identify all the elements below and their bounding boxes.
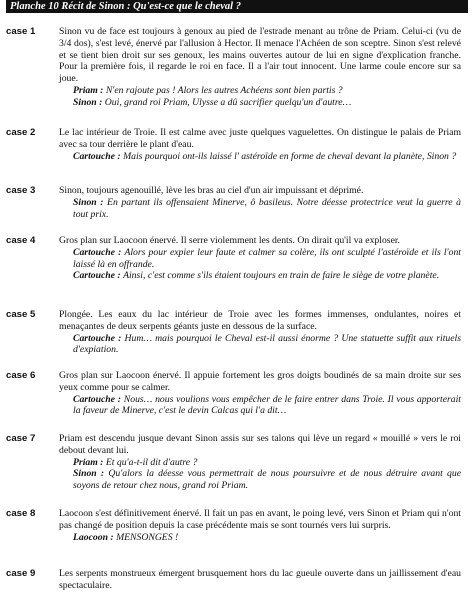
- dialogue-line: [73, 457, 461, 469]
- page-header: Planche 10 Récit de Sinon : Qu'est-ce que le cheval ?: [6, 0, 468, 13]
- panel-case-1: [6, 26, 468, 109]
- case-label: case 1: [6, 26, 36, 37]
- speaker-name: Laocoon :: [73, 531, 114, 543]
- case-description: Gros plan sur Laocoon énervé. Il appuie fortement les gros doigts boudinés de sa main droite sur ses yeux comme pour se calmer.: [59, 370, 461, 393]
- dialogue-text: Qu'alors la déesse vous permettrait de nous poursuivre et de nous détruire avant que soyons de retour chez nous, grand roi Priam.: [73, 468, 461, 492]
- dialogue-text: N'en rajoute pas ! Alors les autres Achéens sont bien partis ?: [105, 84, 343, 96]
- dialogue-line: [73, 247, 461, 271]
- panel-case-9: [6, 568, 468, 592]
- dialogue-text: Ainsi, c'est comme s'ils étaient toujours en train de faire le siège de votre planète.: [123, 270, 440, 282]
- dialogue-line: [73, 333, 461, 357]
- case-description: Sinon, toujours agenouillé, lève les bras au ciel d'un air impuissant et déprimé.: [59, 185, 364, 196]
- dialogue-text: MENSONGES !: [116, 531, 179, 543]
- case-label: case 5: [6, 309, 36, 320]
- speaker-name: Sinon :: [73, 196, 104, 208]
- case-description: Laocoon s'est définitivement énervé. Il fait un pas en avant, le poing levé, vers Sinon et Priam qui n'ont pas changé de position depuis la case précédente mais se sont tournés vers lui surpris.: [59, 508, 461, 531]
- panel-case-7: [6, 433, 468, 492]
- case-description: Priam est descendu jusque devant Sinon assis sur ses talons qui lève un regard « mouillé » vers le roi debout devant lui.: [59, 433, 461, 456]
- case-label: case 3: [6, 185, 36, 196]
- case-description: Plongée. Les eaux du lac intérieur de Troie avec les formes immenses, ondulantes, noires et menaçantes de deux serpents géants juste en dessous de la surface.: [59, 309, 461, 332]
- dialogue-text: Alors pour expier leur faute et calmer sa colère, ils ont sculpté l'astéroïde et ils l'ont laissé là en offrande.: [73, 246, 461, 270]
- dialogue-line: [73, 151, 461, 163]
- speaker-name: Cartouche :: [73, 332, 122, 344]
- speaker-name: Cartouche :: [73, 150, 121, 162]
- dialogue-text: Et qu'a-t-il dit d'autre ?: [105, 456, 198, 468]
- case-description: Le lac intérieur de Troie. Il est calme avec juste quelques vaguelettes. On distingue le palais de Priam avec sa tour derrière le plant d'eau.: [59, 127, 461, 150]
- speaker-name: Sinon :: [73, 468, 105, 480]
- dialogue-text: Hum… mais pourquoi le Cheval est-il aussi énorme ? Une statuette suffit aux rituels d'expiation.: [73, 332, 462, 356]
- speaker-name: Cartouche :: [73, 246, 122, 258]
- panel-case-5: [6, 309, 468, 356]
- case-label: case 6: [6, 370, 36, 381]
- speaker-name: Cartouche :: [73, 393, 121, 405]
- case-description: Gros plan sur Laocoon énervé. Il serre violemment les dents. On dirait qu'il va exploser.: [59, 235, 400, 246]
- speaker-name: Cartouche :: [73, 270, 121, 282]
- case-description: Sinon vu de face est toujours à genoux au pied de l'estrade menant au trône de Priam. Celui-ci (vu de 3/4 dos), s'est levé, énervé par l'allusion à Hector. Il menace l'Achéen de son sceptre. Sinon s'est relevé et se tient bien droit sur ses genoux, les mains ouvertes autour de lui en signe d'explication franche. Pour la première fois, il regarde le roi en face. Il a l'air tout innocent. Une larme coule encore sur sa joue.: [59, 26, 461, 85]
- case-label: case 8: [6, 508, 36, 519]
- dialogue-text: En partant ils offensaient Minerve, ô basileus. Notre déesse protectrice veut la guerre à tout prix.: [73, 196, 462, 220]
- case-description: Les serpents monstrueux émergent brusquement hors du lac gueule ouverte dans un jaillissement d'eau spectaculaire.: [59, 568, 461, 591]
- speaker-name: Priam :: [73, 84, 104, 96]
- dialogue-text: Oui, grand roi Priam, Ulysse a dû sacrifier quelqu'un d'autre…: [104, 96, 352, 108]
- panel-case-4: [6, 235, 468, 282]
- case-label: case 9: [6, 568, 36, 579]
- case-label: case 2: [6, 127, 36, 138]
- dialogue-line: [73, 468, 461, 492]
- dialogue-line: [73, 270, 461, 282]
- dialogue-line: [73, 85, 461, 97]
- dialogue-line: [73, 394, 461, 418]
- case-label: case 4: [6, 235, 36, 246]
- dialogue-text: Nous… nous voulions vous empêcher de le faire entrer dans Troie. Il vous apporterait la faveur de Minerve, c'est le devin Calcas qui l'a dit…: [73, 393, 461, 417]
- dialogue-line: [73, 197, 461, 221]
- panel-case-2: [6, 127, 468, 162]
- dialogue-line: [73, 532, 461, 544]
- panel-case-3: [6, 185, 468, 220]
- case-label: case 7: [6, 433, 36, 444]
- speaker-name: Priam :: [73, 456, 104, 468]
- panel-case-8: [6, 508, 468, 543]
- speaker-name: Sinon :: [73, 96, 103, 108]
- dialogue-text: Mais pourquoi ont-ils laissé l' astéroïde en forme de cheval devant la planète, Sinon ?: [123, 150, 457, 162]
- dialogue-line: [73, 97, 461, 109]
- panel-case-6: [6, 370, 468, 417]
